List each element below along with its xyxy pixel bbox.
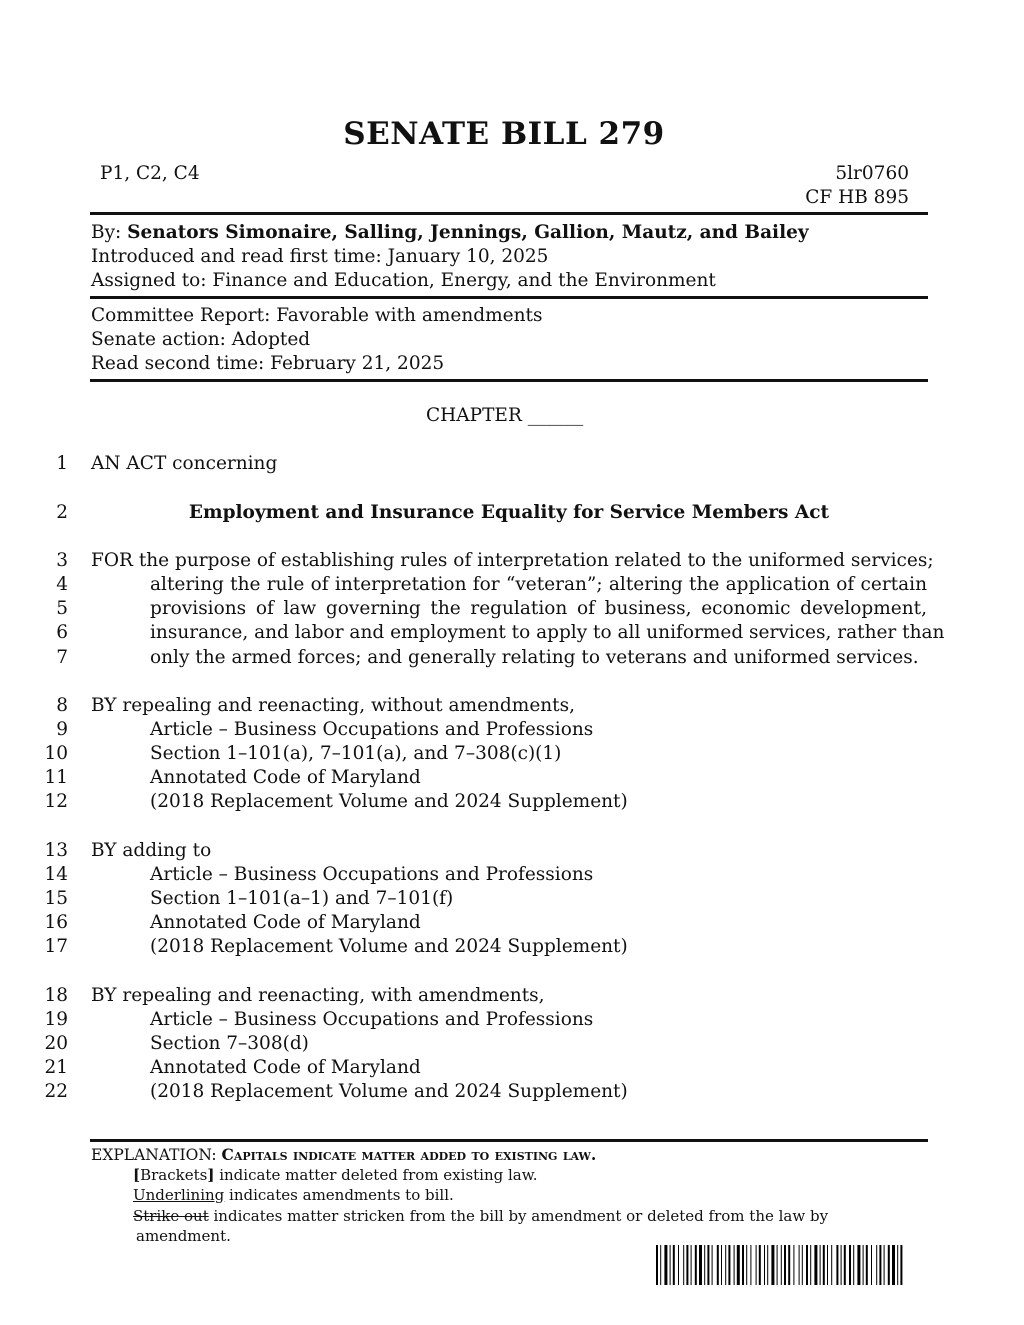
code-line: Annotated Code of Maryland bbox=[150, 1057, 421, 1078]
strike-note bbox=[133, 1207, 828, 1225]
section-line: Section 1–101(a–1) and 7–101(f) bbox=[150, 888, 454, 909]
underlining-word: Underlining bbox=[133, 1186, 225, 1204]
explanation-label: EXPLANATION: bbox=[91, 1146, 217, 1164]
brackets-word: Brackets bbox=[140, 1166, 208, 1184]
line-number: 4 bbox=[56, 574, 68, 595]
line-number: 9 bbox=[56, 719, 68, 740]
line-number: 19 bbox=[44, 1009, 68, 1030]
by-clause-heading: BY repealing and reenacting, with amendments, bbox=[91, 985, 545, 1006]
short-title: Employment and Insurance Equality for Service Members Act bbox=[188, 502, 830, 523]
subject-codes: P1, C2, C4 bbox=[100, 163, 200, 184]
strike-word: Strike out bbox=[133, 1207, 209, 1225]
code-line: Annotated Code of Maryland bbox=[150, 912, 421, 933]
committee-report: Committee Report: Favorable with amendments bbox=[91, 305, 543, 326]
underlining-rest: indicates amendments to bill. bbox=[224, 1186, 454, 1204]
senate-action: Senate action: Adopted bbox=[91, 329, 311, 350]
line-number: 17 bbox=[44, 936, 68, 957]
article-line: Article – Business Occupations and Professions bbox=[150, 864, 594, 885]
line-number: 20 bbox=[44, 1033, 68, 1054]
strike-note-continued: amendment. bbox=[136, 1227, 231, 1245]
article-line: Article – Business Occupations and Professions bbox=[150, 1009, 594, 1030]
act-concerning: AN ACT concerning bbox=[91, 453, 278, 474]
line-number: 6 bbox=[56, 622, 68, 643]
bracket-close: ] bbox=[207, 1166, 215, 1184]
strike-rest: indicates matter stricken from the bill by amendment or deleted from the law by bbox=[208, 1207, 829, 1225]
by-clause-heading: BY adding to bbox=[91, 840, 212, 861]
line-number: 3 bbox=[56, 550, 68, 571]
barcode-image bbox=[656, 1245, 904, 1285]
line-number: 11 bbox=[44, 767, 68, 788]
underlining-note bbox=[133, 1186, 454, 1204]
purpose-line: FOR the purpose of establishing rules of interpretation related to the uniformed services; bbox=[91, 550, 934, 571]
purpose-line: only the armed forces; and generally relating to veterans and uniformed services. bbox=[150, 647, 919, 668]
line-number: 8 bbox=[56, 695, 68, 716]
second-reading: Read second time: February 21, 2025 bbox=[91, 353, 445, 374]
bill-title: SENATE BILL 279 bbox=[343, 116, 665, 152]
line-number: 13 bbox=[44, 840, 68, 861]
code-line: Annotated Code of Maryland bbox=[150, 767, 421, 788]
header-rule bbox=[90, 212, 928, 215]
introduced-date: Introduced and read first time: January 10, 2025 bbox=[91, 246, 549, 267]
volume-line: (2018 Replacement Volume and 2024 Supplement) bbox=[150, 1081, 628, 1102]
committee-rule bbox=[90, 379, 928, 382]
bill-drafting-number: 5lr0760 bbox=[835, 163, 909, 184]
line-number: 15 bbox=[44, 888, 68, 909]
line-number: 1 bbox=[56, 453, 68, 474]
section-line: Section 7–308(d) bbox=[150, 1033, 309, 1054]
line-number: 21 bbox=[44, 1057, 68, 1078]
volume-line: (2018 Replacement Volume and 2024 Supplement) bbox=[150, 791, 628, 812]
line-number: 12 bbox=[44, 791, 68, 812]
brackets-rest: indicate matter deleted from existing law. bbox=[214, 1166, 538, 1184]
chapter-heading: CHAPTER ______ bbox=[426, 405, 584, 426]
line-number: 5 bbox=[56, 598, 68, 619]
assigned-committee: Assigned to: Finance and Education, Energy, and the Environment bbox=[91, 270, 716, 291]
section-line: Section 1–101(a), 7–101(a), and 7–308(c)(1) bbox=[150, 743, 562, 764]
bracket-open: [ bbox=[133, 1166, 141, 1184]
by-clause-heading: BY repealing and reenacting, without amendments, bbox=[91, 695, 575, 716]
purpose-line: provisions of law governing the regulation of business, economic development, bbox=[150, 598, 927, 619]
line-number: 7 bbox=[56, 647, 68, 668]
sponsor-names: Senators Simonaire, Salling, Jennings, Gallion, Mautz, and Bailey bbox=[127, 222, 809, 243]
article-line: Article – Business Occupations and Professions bbox=[150, 719, 594, 740]
sponsor-line bbox=[91, 222, 809, 243]
brackets-note bbox=[133, 1166, 538, 1184]
explanation-line bbox=[91, 1145, 596, 1164]
line-number: 14 bbox=[44, 864, 68, 885]
volume-line: (2018 Replacement Volume and 2024 Supplement) bbox=[150, 936, 628, 957]
sponsor-rule bbox=[90, 296, 928, 299]
explanation-rule bbox=[90, 1139, 928, 1142]
line-number: 16 bbox=[44, 912, 68, 933]
capitals-note: Capitals indicate matter added to existing law. bbox=[221, 1145, 597, 1164]
cross-file-number: CF HB 895 bbox=[805, 187, 909, 208]
line-number: 18 bbox=[44, 985, 68, 1006]
line-number: 2 bbox=[56, 502, 68, 523]
line-number: 22 bbox=[44, 1081, 68, 1102]
by-label: By: bbox=[91, 222, 122, 243]
purpose-line: altering the rule of interpretation for “veteran”; altering the application of certain bbox=[150, 574, 927, 595]
line-number: 10 bbox=[44, 743, 68, 764]
purpose-line: insurance, and labor and employment to apply to all uniformed services, rather than bbox=[150, 622, 945, 643]
